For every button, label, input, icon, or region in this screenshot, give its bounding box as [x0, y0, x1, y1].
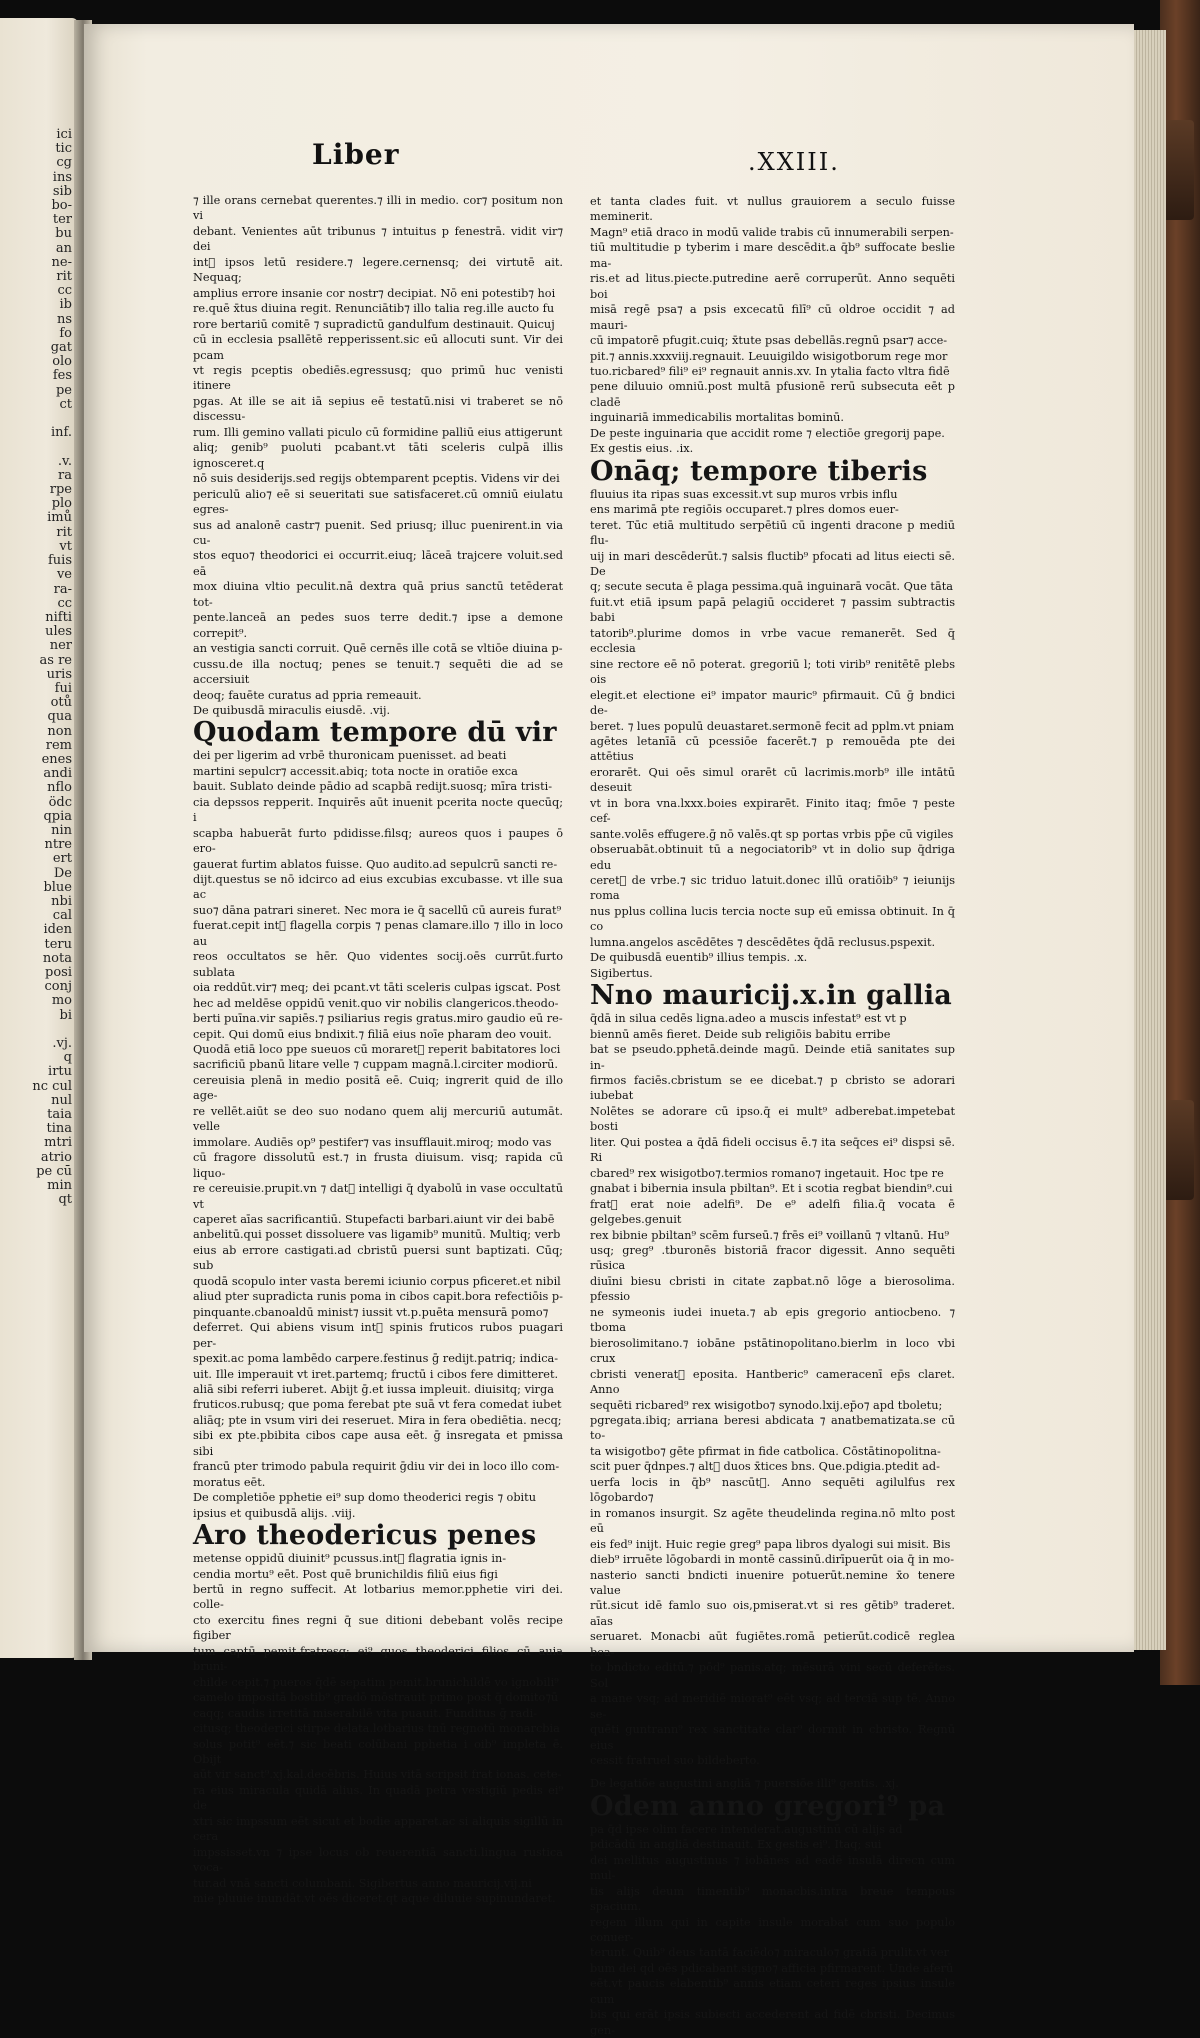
running-head-right: .XXIII. [748, 148, 840, 176]
chapter-rubric: De quibusdā miraculis eiusdē. .vij. [193, 703, 391, 717]
chapter-rubric: De quibusdā euentib⁹ illius tempis. .x. Sigibertus. [590, 951, 808, 980]
paragraph: fluuius ita ripas suas excessit.vt sup muros vrbis influ ens marimā pte regiōis occuparet.⁊ plres domos euer- teret. Tūc etiā multitudo serpētiū cū ingenti dracone p mediū flu- uij in mari descēderūt.⁊ salsis fluctib⁹ pfocati ad litus eiecti sē. De q; secute secuta ē plaga pessima.quā inguinarā vocāt. Que tāta fuit.vt etiā ipsum papā pelagiū occideret ⁊ passim subtractis babi tatorib⁹.plurime domos in vrbe vacue remanerēt. Sed q̄ ecclesia sine rectore eē nō poterat. gregoriū l; toti virib⁹ renitētē plebs ois elegit.et electione ei⁹ impator mauric⁹ pfirmauit. Cū ḡ bndici de- beret. ⁊ lues populū deuastaret.sermonē fecit ad pplm.vt pniam agētes letanīā cū pcessiōe facerēt.⁊ p remouēda pte dei attētius erorarēt. Qui oēs simul orarēt cū lacrimis.morb⁹ ille intātū deseuit vt in bora vna.lxxx.boies expirarēt. Finito itaq; fmōe ⁊ peste cef- sante.volēs effugere.ḡ nō valēs.qt sp portas vrbis pp̄e cū vigiles obseruabāt.obtinuit tū a negociatorib⁹ vt in dolio sup q̄driga edu ceret᷑ de vrbe.⁊ sic triduo latuit.donec illū oratiōib⁹ ⁊ ieiunijs roma nus pplus collina lucis tercia nocte sup eū emissa obtinuit. In q̄ co lumna.angelos ascēdētes ⁊ descēdētes q̄dā reclusus.pspexit. [590, 487, 955, 949]
chapter-incipit: Aro theodericus penes [193, 1520, 537, 1552]
paragraph: et tanta clades fuit. vt nullus grauiorem a seculo fuisse meminerit. Magn⁹ etiā draco in modū valide trabis cū innumerabili serpen- tiū multitudie p tyberim i mare descēdit.a q̄b⁹ suffocate beslie ma- ris.et ad litus.piecte.putredine aerē corruperūt. Anno sequēti boi misā regē psa⁊ a psis excecatū filī⁹ cū oldroe occidit ⁊ ad mauri- cū impatorē pfugit.cuiq; x̄tute psas debellās.regnū psar⁊ acce- pit.⁊ annis.xxxviij.regnauit. Leuuigildo wisigotborum rege mor tuo.ricbared⁹ fili⁹ ei⁹ regnauit annis.xv. In ytalia facto vltra fidē pene diluuio omniū.post multā pfusionē rerū subsecuta eēt p cladē inguinariā immedicabilis mortalitas bominū. [590, 195, 955, 425]
right-text-column [590, 194, 955, 2038]
paragraph: ⁊ ille orans cernebat querentes.⁊ illi in medio. cor⁊ positum non vi debant. Venientes aūt tribunus ⁊ intuitus p fenestrā. vidit vir⁊ dei int᷑ ipsos letū residere.⁊ legere.cernensq; dei virtutē ait. Nequaq; amplius errore insanie cor nostr⁊ decipiat. Nō eni potestib⁊ hoi re.quē x̄tus diuina regit. Renunciātib⁊ illo talia reg.ille aucto fu rore bertariū comitē ⁊ supradictū gandulfum destinauit. Quicuj cū in ecclesia psallētē repperissent.sic eū allocuti sunt. Vir dei pcam vt regis pceptis obediēs.egressusq; quo primū huc venisti itinere pgas. At ille se ait iā sepius eē testatū.nisi vi traberet se nō discessu- rum. Illi gemino vallati piculo cū formidine palliū eius attigerunt aliq; genib⁹ puoluti pcabant.vt tāti sceleris culpā illis ignosceret.q nō suis desiderijs.sed regijs obtemparent pceptis. Videns vir dei periculū alio⁊ eē si seueritati sue satisfaceret.cū omniū eiulatu egres- sus ad analonē castr⁊ puenit. Sed priusq; illuc puenirent.in via cu- stos equo⁊ theodorici ei occurrit.eiuq; lāceā trajcere voluit.sed eā mox diuina vltio peculit.nā dextra quā prius sanctū tetēderat tot- pente.lanceā an pedes suos terre dedit.⁊ ipse a demone correpit⁹. an vestigia sancti corruit. Quē cernēs ille cotā se vltiōe diuina p- cussu.de illa noctuq; penes se tenuit.⁊ sequēti die ad se accersiuit deoq; fauēte curatus ad ppria remeauit. [193, 194, 563, 702]
paragraph: q̄dā in silua cedēs ligna.adeo a muscis infestat⁹ est vt p biennū amēs fieret. Deide sub religiōis babitu erribe bat se pseudo.pphetā.deinde magū. Deinde etiā sanitates sup in- firmos faciēs.cbristum se ee dicebat.⁊ p cbristo se adorari iubebat Nolētes se adorare cū ipso.q̄ ei mult⁹ adberebat.impetebat bosti liter. Qui postea a q̄dā fideli occisus ē.⁊ ita seq̄ces ei⁹ dispsi sē. Ri cbared⁹ rex wisigotbo⁊.termios romano⁊ ingetauit. Hoc tpe re gnabat i bibernia insula pbiltan⁹. Et i scotia regbat biendin⁹.cui frat᷑ erat noie adelfi⁹. De e⁹ adelfi filia.q̄ vocata ē gelgebes.genuit rex bibnie pbiltan⁹ scēm furseū.⁊ frēs ei⁹ voillanū ⁊ vltanū. Hu⁹ usq; greg⁹ .tburonēs bistoriā fracor digessit. Anno sequēti rūsica diuīni biesu cbristi in citate zapbat.nō lōge a bierosolima. pfessio ne symeonis iudei inueta.⁊ ab epis gregorio antiocbeno. ⁊ tboma bierosolimitano.⁊ iobāne pstātinopolitano.bierlm in loco vbi crux cbristi venerat᷑ eposita. Hantberic⁹ cameracenī ep̄s claret. Anno sequēti ricbared⁹ rex wisigotbo⁊ synodo.lxij.ep̄o⁊ apd tboletu; pgregata.ibiq; arriana beresi abdicata ⁊ anatbematizata.se cū to- ta wisigotbo⁊ gēte pfirmat in fide catbolica. Cōstātinopolitna- scit puer q̄dnpes.⁊ alt᷑ duos x̄tices bns. Que.pdigia.ptedit ad- uerfa locis in q̄b⁹ nascūt᷑. Anno sequēti agilulfus rex lōgobardo⁊ in romanos insurgit. Sz agēte theudelinda regina.nō mlto post eū eis fed⁹ inijt. Huic regie greg⁹ papa libros dyalogi sui misit. Bis dieb⁹ irruēte lōgobardi in montē cassinū.dirīpuerūt oia q̄ in mo- nasterio sancti bndicti inuenire potuerūt.nemine x̄o tenere value rūt.sicut idē famlo suo ois,pmiserat.vt si res gētib⁹ traderet. aīas seruaret. Monacbi aūt fugiētes.romā petierūt.codicē reglea bea- to bndicto editū.⁊ pōd⁹ panis.atq; mēsurā vini secū deferētes. Sol a mane vsq; ad meridiē miorat⁹ eēt vsq; ad terciā sup tē. Anno se- quēti guntrann⁹ rex sanctitate clar⁹ dormit in cbristo. Regnū eius cessit fratruel suo bildeberto. [590, 1012, 955, 1767]
chapter-rubric: De legatiōe augustini angliā ⁊ puersiōe illi⁹ gentis. .xj. [590, 1777, 899, 1791]
chapter-incipit: Nno mauricij.x.in gallia [590, 980, 952, 1012]
chapter-incipit: Quodam tempore dū vir [193, 717, 557, 749]
paragraph: dei per ligerim ad vrbē thuronicam puenisset. ad beati martini sepulcr⁊ accessit.abiq; tota nocte in oratiōe exca bauit. Sublato deinde pādio ad scapbā redijt.suosq; mīra tristi- cia depssos repperit. Inquirēs aūt inuenit pcerita nocte quecūq; i scapba habuerāt furto pdidisse.filsq; aureos quos i paupes ō ero- gauerat furtim ablatos fuisse. Quo audito.ad sepulcrū sancti re- dijt.questus se nō idcirco ad eius excubias excubasse. vt ille sua ac suo⁊ dāna patrari sineret. Nec mora ie q̄ sacellū cū aureis furat⁹ fuerat.cepit int᷑ flagella corpis ⁊ penas clamare.illo ⁊ illo in loco au reos occultatos se hēr. Quo videntes socij.oēs currūt.furto sublata oia reddūt.vir⁊ meq; dei pcant.vt tāti sceleris culpas igscat. Post hec ad meldēse oppidū venit.quo vir nobilis clangericos.theodo- berti puīna.vir sapiēs.⁊ psiliarius regis gratus.miro gaudio eū re- cepit. Qui domū eius bndixit.⁊ filiā eius noīe pharam deo vouit. Quodā etiā loco ppe sueuos cū moraret᷑ reperit babitatores loci sacrificiū pbanū litare velle ⁊ cuppam magnā.l.circiter modiorū. cereuisia plenā in medio positā eē. Cuiq; ingrerit quid de illo age- re vellēt.aiūt se deo suo nodano quem alij mercuriū autumāt. velle immolare. Audiēs op⁹ pestifer⁊ vas insufflauit.miroq; modo vas cū fragore dissolutū est.⁊ in frusta diuisum. visq; rapida cū liquo- re cereuisie.prupit.vn ⁊ dat᷑ intelligi q̄ dyabolū in vase occultatū vt caperet aīas sacrificantiū. Stupefacti barbari.aiunt vir dei babē anbelitū.qui posset dissoluere vas ligamib⁹ munitū. Multiq; verb eius ab errore castigati.ad cbristū puersi sunt baptizati. Cūq; sub quodā scopulo inter vasta beremi iciunio corpus pficeret.et nibil aliud pter supradicta runis poma in cibos capit.bora refectiōis p- pinquante.cbanoaldū minist⁊ iussit vt.p.puēta mensurā pomo⁊ deferret. Qui abiens visum int᷑ spinis fruticos rubos puagari per- spexit.ac poma lambēdo carpere.festinus ḡ redijt.patriq; indica- uit. Ille imperauit vt iret.partemq; fructū i cibos fere dimitteret. aliā sibi referri iuberet. Abijt ḡ.et iussa impleuit. diuisitq; virga fruticos.rubusq; que poma ferebat pte suā vt fera comedat iubet aliāq; pte in vsum viri dei reseruet. Mira in fera obediētia. necq; sibi ex pte.pbibita cibos cape ausa eēt. ḡ insregata et pmissa sibi francū pter trimodo pabula requirit ḡdiu vir dei in loco illo com- moratus eēt. [193, 749, 563, 1489]
chapter-rubric: De completiōe pphetie ei⁹ sup domo theoderici regis ⁊ obitu ipsius et quibusdā alijs. .viij. [193, 1491, 536, 1520]
left-page [0, 18, 78, 1658]
running-head-left: Liber [312, 138, 400, 171]
leather-binding [1160, 0, 1200, 1685]
chapter-incipit: Onāq; tempore tiberis [590, 455, 928, 487]
chapter-rubric: De peste inguinaria que accidit rome ⁊ electiōe gregorij pape. Ex gestis eius. .ix. [590, 426, 945, 456]
paragraph: pa q̄d ipse olim facere intenderat.augustinū cū alijs ad pdicādū in angliā destinauit. Ex gestis ei⁹. Itaq; sui dei mellitus augustinus ⁊ iobānes ad eadē insulā direcn cum mul- tis alijs deum timentib⁹ monacbis.intra breue tempous spacium. regem illum qui in capite insule morabat cum suo populo conuer- terunt. Quib⁹ deus tantā faciēdo⁊ miraculo⁊ gratiā prulit.vt ver bum dei qd oēs pdicabant.signo⁊ afficia pfirmarent. Unde aferū eēt.vt paucis elabentib⁹ annis etiam ceteri reges ipsius insule cum bis qui erāt ipsis subiecti accederent ad fidē cbristi. Decimus gen- [590, 1822, 955, 2037]
paragraph: metense oppidū diuinit⁹ pcussus.int᷑ flagratia ignis in- cendia mortu⁹ eēt. Post quē brunichildis filiū eius figi bertū in regno suffecit. At lotbarius memor.pphetie viri dei. colle- cto exercitu fines regni q̄ sue ditioni debebant volēs recipe figiber tum captū pemit.fratresq; ei⁹ quos theoderici filios cū auia bruni- childe cepit.⁊ pueros q̄dē sepatim pemit.brunichildē vo ignobili⁹ camelo impositā bostib⁹ gradō mōstrauit primo post q̄ domito⁊ū caqq; caudis irretitā miserabilē vita puauit. Funditus ḡ radi- citusq; theoderici stirpe delata.lotbarius tnū regnotū monarcbia solus potit⁹ eēt.⁊ sic beati colūbani pphetia i oib⁹ impleta ē. Obijt aūt vir sanct⁹.xj.kal.decēbris. Huius vitā scripsit frat ionas. cete- ra eius miracula quidā alius. In quadā petra vestigiū pedis ei⁹ de xtri sic impssum eēt sicut et bodie apparet.ac si aliquis sigillū in cera impssisset.vn ⁊ ipse locus ob reuerentiā sancti.lingua rustica voca- tur.ad vnā sancti columbani. Sigibertus anno mauricij.vij.ni mie pluuie inundāt.vt oēs diceret.qt aque diluuie supinundaret. [193, 1552, 563, 1906]
left-page-text-fragment: ici tic cg ins sib bo- ter bu an ne- rit cc ib ns fo gat olo fes pe ct inf. .v. ra rpe plo imů rit vt fuis ve ra- cc nifti ules ner as re uris fui otů qua non rem enes andi nflo ödc qpia nin ntre ert De blue nbi cal iden teru nota posi conj mo bi .vj. q irtu nc cul nul taia tina mtri atrio pe cū min qt [32, 128, 72, 1208]
chapter-incipit: Odem anno gregori⁹ pa [590, 1790, 946, 1822]
left-text-column [193, 193, 563, 1906]
